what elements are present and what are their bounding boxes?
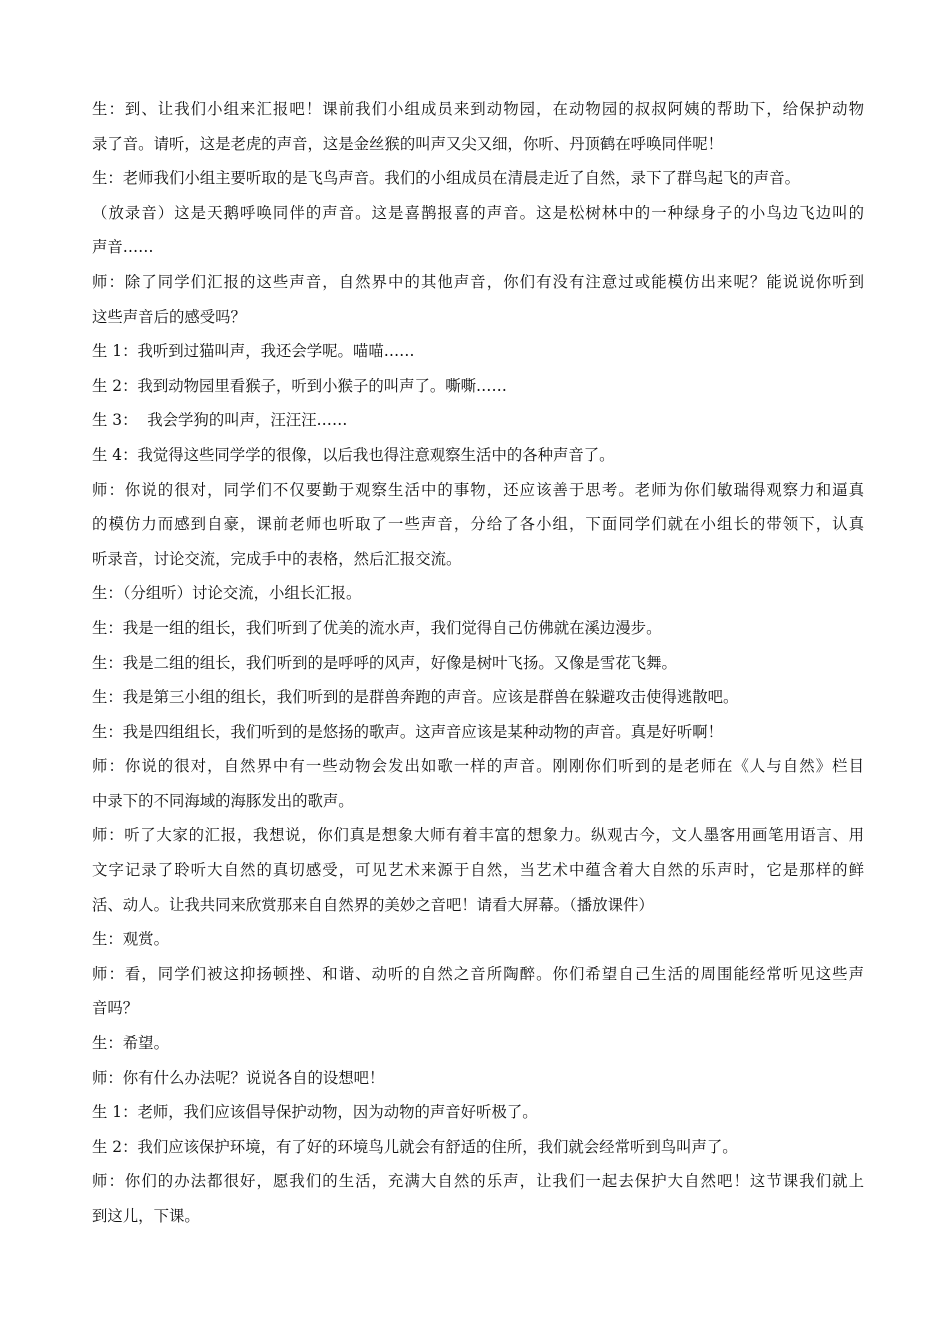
paragraph-closing	[92, 1164, 864, 1233]
paragraph-recording	[92, 196, 864, 265]
text-line: 生 3： 我会学狗的叫声，汪汪汪……	[92, 411, 348, 430]
text-line: 这些声音后的感受吗？	[92, 307, 246, 326]
paragraph-group-1	[92, 611, 864, 646]
text-line: 录了音。请听，这是老虎的声音，这是金丝猴的叫声又尖又细，你听、丹顶鹤在呼唤同伴呢！	[92, 134, 724, 153]
text-line: 生 2：我们应该保护环境，有了好的环境鸟儿就会有舒适的住所，我们就会经常听到鸟叫声了。	[92, 1137, 738, 1156]
text-line: 声音……	[92, 238, 154, 257]
text-line: 生：我是二组的组长，我们听到的是呼呼的风声，好像是树叶飞扬。又像是雪花飞舞。	[92, 653, 677, 672]
text-line: 生 2：我到动物园里看猴子，听到小猴子的叫声了。嘶嘶……	[92, 376, 507, 395]
text-line: 的模仿力而感到自豪，课前老师也听取了一些声音，分给了各小组，下面同学们就在小组长的带领下，认真	[92, 515, 864, 534]
text-line: 到这儿，下课。	[92, 1207, 200, 1225]
text-line: 师：你说的很对，自然界中有一些动物会发出如歌一样的声音。刚刚你们听到的是老师在《人与自然》栏目	[92, 757, 864, 776]
paragraph-student-hope	[92, 1026, 864, 1061]
paragraph-idea-2	[92, 1130, 864, 1165]
text-line: 中录下的不同海域的海豚发出的歌声。	[92, 791, 354, 810]
text-line: 听录音，讨论交流，完成手中的表格，然后汇报交流。	[92, 549, 462, 568]
paragraph-group-4	[92, 715, 864, 750]
paragraph-idea-1	[92, 1095, 864, 1130]
paragraph-student-3	[92, 403, 864, 438]
paragraph-group-3	[92, 680, 864, 715]
text-line: 生 1：老师，我们应该倡导保护动物，因为动物的声音好听极了。	[92, 1103, 538, 1122]
paragraph-student-4	[92, 438, 864, 473]
paragraph-group-2	[92, 646, 864, 681]
text-line: 师：看，同学们被这抑扬顿挫、和谐、动听的自然之音所陶醉。你们希望自己生活的周围能经常听见这些声	[92, 964, 864, 983]
text-line: 文字记录了聆听大自然的真切感受，可见艺术来源于自然，当艺术中蕴含着大自然的乐声时，它是那样的鲜	[92, 861, 864, 880]
text-line: 活、动人。让我共同来欣赏那来自自然界的美妙之音吧！请看大屏幕。（播放课件）	[92, 895, 654, 914]
paragraph-bird-sounds	[92, 161, 864, 196]
text-line: 师：你说的很对，同学们不仅要勤于观察生活中的事物，还应该善于思考。老师为你们敏瑞得观察力和逼真	[92, 480, 864, 499]
paragraph-teacher-praise	[92, 473, 864, 577]
text-line: 生：我是四组组长，我们听到的是悠扬的歌声。这声音应该是某种动物的声音。真是好听啊！	[92, 722, 724, 741]
text-line: （放录音）这是天鹅呼唤同伴的声音。这是喜鹊报喜的声音。这是松树林中的一种绿身子的小鸟边飞边叫的	[92, 203, 864, 222]
paragraph-student-2	[92, 369, 864, 404]
paragraph-teacher-ideas	[92, 1061, 864, 1096]
paragraph-teacher-hope	[92, 957, 864, 1026]
text-line: 生：到、让我们小组来汇报吧！课前我们小组成员来到动物园，在动物园的叔叔阿姨的帮助下，给保护动物	[92, 100, 864, 118]
paragraph-teacher-summary	[92, 818, 864, 922]
paragraph-group-listen	[92, 576, 864, 611]
document-page	[92, 92, 864, 1234]
paragraph-dolphin-songs	[92, 749, 864, 818]
text-line: 生：我是第三小组的组长，我们听到的是群兽奔跑的声音。应该是群兽在躲避攻击使得逃散吧。	[92, 688, 739, 707]
text-line: 生：我是一组的组长，我们听到了优美的流水声，我们觉得自己仿佛就在溪边漫步。	[92, 618, 662, 637]
text-line: 音吗？	[92, 999, 139, 1018]
paragraph-teacher-question	[92, 265, 864, 334]
paragraph-group-report-intro	[92, 92, 864, 161]
text-line: 师：你们的办法都很好，愿我们的生活，充满大自然的乐声，让我们一起去保护大自然吧！这节课我们就上	[92, 1172, 864, 1191]
text-line: 生 4：我觉得这些同学学的很像，以后我也得注意观察生活中的各种声音了。	[92, 445, 615, 464]
text-line: 生 1：我听到过猫叫声，我还会学呢。喵喵……	[92, 342, 415, 361]
text-line: 生：（分组听）讨论交流，小组长汇报。	[92, 584, 362, 603]
text-line: 师：听了大家的汇报，我想说，你们真是想象大师有着丰富的想象力。纵观古今，文人墨客用画笔用语言、用	[92, 826, 864, 845]
paragraph-student-1	[92, 334, 864, 369]
text-line: 师：除了同学们汇报的这些声音，自然界中的其他声音，你们有没有注意过或能模仿出来呢？能说说你听到	[92, 272, 864, 291]
text-line: 师：你有什么办法呢？说说各自的设想吧！	[92, 1068, 385, 1087]
text-line: 生：希望。	[92, 1034, 169, 1053]
text-line: 生：老师我们小组主要听取的是飞鸟声音。我们的小组成员在清晨走近了自然，录下了群鸟起飞的声音。	[92, 169, 800, 188]
text-line: 生：观赏。	[92, 930, 169, 949]
paragraph-watch	[92, 922, 864, 957]
